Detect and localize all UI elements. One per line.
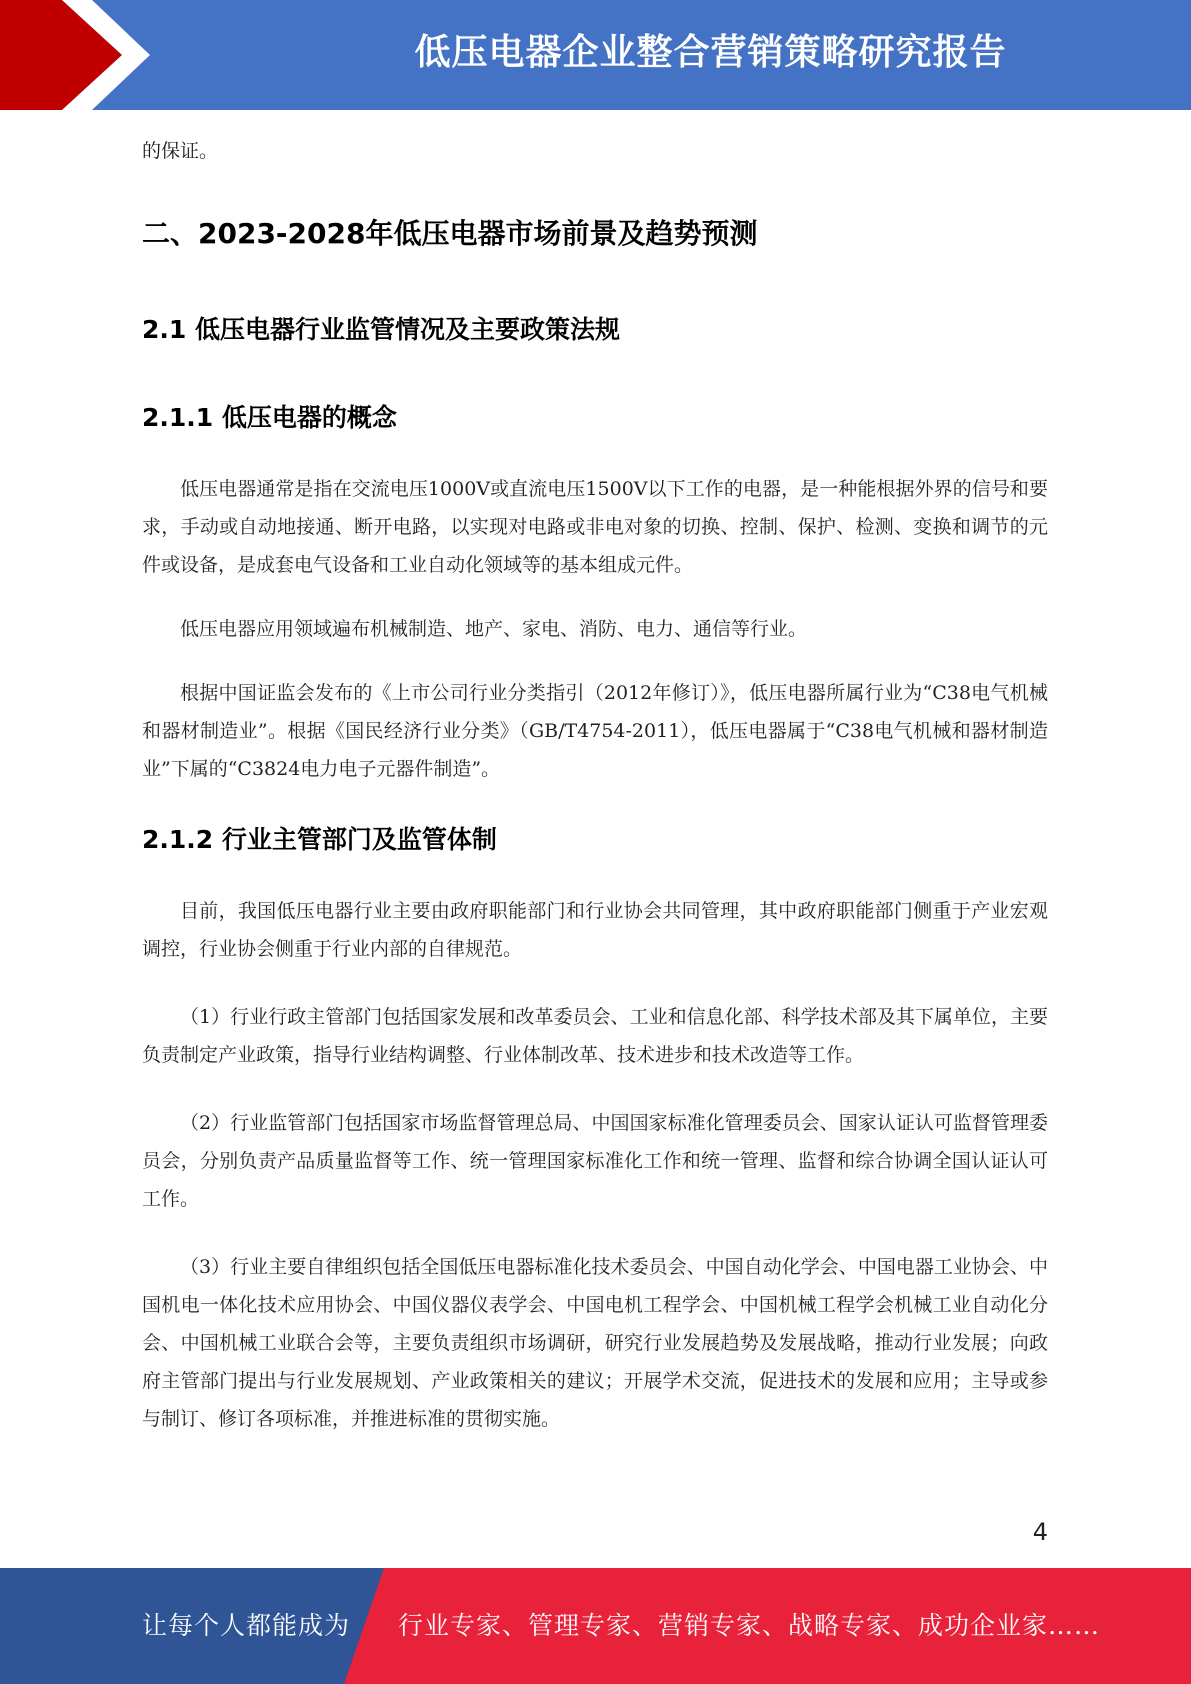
footer-roles: 行业专家、管理专家、营销专家、战略专家、成功企业家……	[398, 1611, 1101, 1640]
subsection-heading-concept: 2.1.1 低压电器的概念	[142, 403, 397, 432]
paragraph-concept-definition: 低压电器通常是指在交流电压1000V或直流电压1500V以下工作的电器，是一种能根据外界的信号和要求，手动或自动地接通、断开电路，以实现对电路或非电对象的切换、控制、保护、检测、变换和调节的元件或设备，是成套电气设备和工业自动化领域等的基本组成元件。	[142, 478, 1048, 576]
footer-slogan: 让每个人都能成为	[142, 1611, 351, 1640]
paragraph-regulation-item-3: （3）行业主要自律组织包括全国低压电器标准化技术委员会、中国自动化学会、中国电器工业协会、中国机电一体化技术应用协会、中国仪器仪表学会、中国电机工程学会、中国机械工程学会机械工业自动化分会、中国机械工业联合会等，主要负责组织市场调研，研究行业发展趋势及发展战略，推动行业发展；向政府主管部门提出与行业发展规划、产业政策相关的建议；开展学术交流，促进技术的发展和应用；主导或参与制订、修订各项标准，并推进标准的贯彻实施。	[142, 1256, 1048, 1430]
chevron-arrow-icon	[0, 0, 160, 110]
page-number: 4	[1032, 1518, 1048, 1546]
paragraph-regulation-item-2: （2）行业监管部门包括国家市场监督管理总局、中国国家标准化管理委员会、国家认证认可监督管理委员会，分别负责产品质量监督等工作、统一管理国家标准化工作和统一管理、监督和综合协调全国认证认可工作。	[142, 1112, 1048, 1210]
paragraph-regulation-item-1: （1）行业行政主管部门包括国家发展和改革委员会、工业和信息化部、科学技术部及其下属单位，主要负责制定产业政策，指导行业结构调整、行业体制改革、技术进步和技术改造等工作。	[142, 1006, 1048, 1066]
report-title: 低压电器企业整合营销策略研究报告	[414, 32, 1007, 73]
paragraph-regulation-intro: 目前，我国低压电器行业主要由政府职能部门和行业协会共同管理，其中政府职能部门侧重于产业宏观调控，行业协会侧重于行业内部的自律规范。	[142, 900, 1048, 960]
chapter-heading: 二、2023-2028年低压电器市场前景及趋势预测	[142, 217, 758, 250]
continued-text: 的保证。	[142, 140, 219, 162]
paragraph-concept-classification: 根据中国证监会发布的《上市公司行业分类指引（2012年修订）》，低压电器所属行业为“C38电气机械和器材制造业”。根据《国民经济行业分类》（GB/T4754-2011），低压电器属于“C38电气机械和器材制造业”下属的“C3824电力电子元器件制造”。	[142, 682, 1048, 780]
page-footer	[0, 1568, 1191, 1684]
paragraph-concept-applications: 低压电器应用领域遍布机械制造、地产、家电、消防、电力、通信等行业。	[180, 618, 808, 640]
page-header	[0, 0, 1191, 110]
section-heading: 2.1 低压电器行业监管情况及主要政策法规	[142, 315, 620, 344]
document-body	[142, 130, 1048, 1438]
subsection-heading-regulation: 2.1.2 行业主管部门及监管体制	[142, 825, 497, 854]
